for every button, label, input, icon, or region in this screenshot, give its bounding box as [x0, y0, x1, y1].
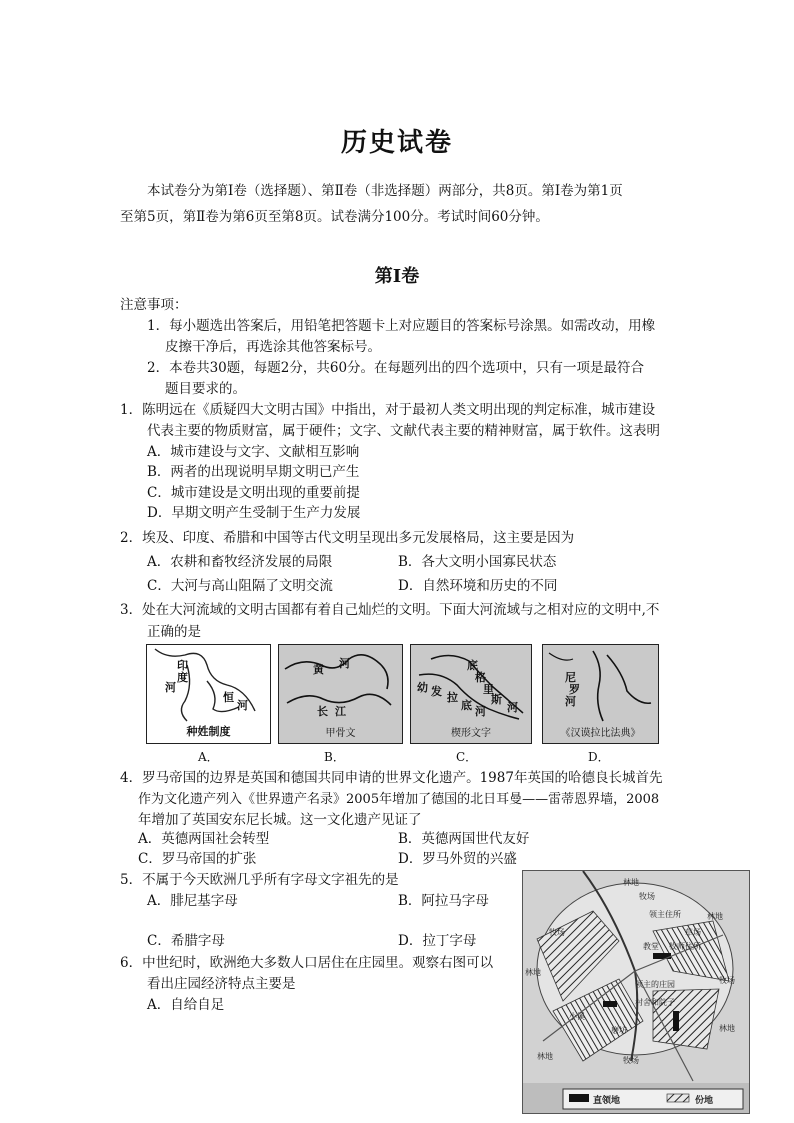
q2-stem: 2．埃及、印度、希腊和中国等古代文明呈现出多元发展格局，这主要是因为 [120, 530, 575, 546]
q3-map-a[interactable] [146, 644, 271, 744]
map-a-caption: 种姓制度 [186, 725, 231, 738]
note-1b: 皮擦干净后，再选涂其他答案标号。 [165, 339, 381, 355]
q3-map-d[interactable] [542, 644, 659, 744]
map-c-label: 发 [431, 685, 442, 698]
q4-option-d[interactable]: D．罗马外贸的兴盛 [398, 851, 517, 867]
map-c-label: 幼 [417, 681, 428, 694]
manor-label-lord-house: 领主住所 [649, 910, 681, 919]
q3-option-c[interactable]: C． [456, 750, 478, 764]
map-b-label: 江 [335, 705, 346, 718]
map-d-label: 罗 [569, 683, 580, 696]
map-b-label: 河 [339, 657, 350, 670]
intro-line-2: 至第5页，第Ⅱ卷为第6页至第8页。试卷满分100分。考试时间60分钟。 [120, 209, 549, 225]
manor-label-stream: 小溪 [569, 1012, 585, 1021]
q4-option-b[interactable]: B．英德两国世代友好 [398, 831, 530, 847]
map-c-label: 河 [507, 701, 518, 714]
q1-stem-2: 代表主要的物质财富，属于硬件；文字、文献代表主要的精神财富，属于软件。这表明 [147, 423, 660, 439]
map-c-label: 格 [475, 671, 486, 684]
map-c-label: 底 [461, 699, 472, 712]
map-c-label: 里 [483, 683, 494, 696]
q5-option-d[interactable]: D．拉丁字母 [398, 933, 477, 949]
q2-option-b[interactable]: B．各大文明小国寡民状态 [398, 554, 557, 570]
page-title: 历史试卷 [340, 128, 453, 158]
q3-option-d[interactable]: D． [588, 750, 610, 764]
manor-label-forest: 林地 [537, 1052, 553, 1061]
manor-label-pasture: 牧场 [639, 892, 655, 901]
intro-line-1: 本试卷分为第Ⅰ卷（选择题）、第Ⅱ卷（非选择题）两部分，共8页。第Ⅰ卷为第1页 [147, 183, 623, 199]
note-2a: 2．本卷共30题，每题2分，共60分。在每题列出的四个选项中，只有一项是最符合 [147, 360, 645, 376]
q3-stem-1: 3．处在大河流域的文明古国都有着自己灿烂的文明。下面大河流域与之相对应的文明中,不 [120, 602, 660, 618]
q3-stem-2: 正确的是 [147, 624, 201, 640]
manor-label-forest: 林地 [707, 912, 723, 921]
q6-option-a[interactable]: A．自给自足 [147, 997, 225, 1013]
q6-stem-2: 看出庄园经济特点主要是 [147, 976, 296, 992]
q5-option-a[interactable]: A．腓尼基字母 [147, 893, 238, 909]
manor-label-mill: 磨坊 [611, 1026, 627, 1035]
map-c-label: 斯 [491, 693, 502, 706]
manor-label-forest: 林地 [525, 968, 541, 977]
map-c-caption: 楔形文字 [451, 728, 491, 739]
manor-label-village: 村舍和院子 [635, 998, 675, 1007]
map-a-label: 恒 [223, 691, 234, 704]
map-d-label: 尼 [565, 671, 576, 684]
q2-option-d[interactable]: D．自然环境和历史的不同 [398, 578, 558, 594]
q6-stem-1: 6．中世纪时，欧洲绝大多数人口居住在庄园里。观察右图可以 [120, 955, 494, 971]
manor-label-church: 教堂 [643, 942, 659, 951]
map-b-label: 长 [317, 705, 328, 718]
map-c-label: 底 [467, 659, 478, 672]
map-a-label: 度 [177, 671, 188, 684]
map-d-caption: 《汉谟拉比法典》 [560, 728, 641, 739]
q1-option-a[interactable]: A．城市建设与文字、文献相互影响 [147, 444, 360, 460]
manor-label-lord-field: 领主的庄园 [635, 980, 675, 989]
q5-option-c[interactable]: C．希腊字母 [147, 933, 225, 949]
q2-option-c[interactable]: C．大河与高山阻隔了文明交流 [147, 578, 333, 594]
note-2b: 题目要求的。 [165, 381, 246, 397]
q5-option-b[interactable]: B．阿拉马字母 [398, 893, 489, 909]
q4-stem-1: 4．罗马帝国的边界是英国和德国共同申请的世界文化遗产。1987年英国的哈德良长城首先 [120, 770, 663, 786]
q1-stem-1: 1．陈明远在《质疑四大文明古国》中指出，对于最初人类文明出现的判定标准，城市建设 [120, 402, 656, 418]
manor-label-priest: 牧师住所 [669, 942, 701, 951]
q3-option-a[interactable]: A． [198, 750, 219, 764]
q5-stem: 5．不属于今天欧洲几乎所有字母文字祖先的是 [120, 872, 399, 888]
manor-legend-demesne: 直领地 [593, 1096, 621, 1106]
manor-label-meadow: 草场 [685, 928, 701, 937]
manor-label-pasture: 牧场 [549, 928, 565, 937]
q3-map-c[interactable] [410, 644, 532, 744]
map-b-caption: 甲骨文 [325, 728, 356, 739]
map-c-label: 河 [475, 705, 486, 718]
q4-option-c[interactable]: C．罗马帝国的扩张 [138, 851, 257, 867]
section-title: 第Ⅰ卷 [374, 266, 420, 287]
q2-option-a[interactable]: A．农耕和畜牧经济发展的局限 [147, 554, 333, 570]
manor-map [522, 870, 750, 1114]
map-b-label: 黄 [313, 663, 324, 676]
manor-map-drawing [523, 871, 749, 1113]
map-a-label: 印 [177, 659, 188, 672]
manor-label-forest: 林地 [719, 1024, 735, 1033]
q1-option-c[interactable]: C．城市建设是文明出现的重要前提 [147, 485, 360, 501]
manor-label-pasture: 牧场 [719, 976, 735, 985]
q4-option-a[interactable]: A．英德两国社会转型 [138, 831, 270, 847]
manor-label-forest: 林地 [623, 878, 639, 887]
note-1a: 1．每小题选出答案后，用铅笔把答题卡上对应题目的答案标号涂黑。如需改动，用橡 [147, 318, 656, 334]
map-a-label: 河 [165, 681, 176, 694]
map-a-label: 河 [237, 699, 248, 712]
q4-stem-3: 年增加了英国安东尼长城。这一文化遗产见证了 [138, 812, 422, 828]
q3-map-b[interactable] [278, 644, 403, 744]
map-d-label: 河 [565, 695, 576, 708]
manor-label-pasture: 牧场 [623, 1056, 639, 1065]
q1-option-b[interactable]: B．两者的出现说明早期文明已产生 [147, 464, 360, 480]
notes-heading: 注意事项： [120, 297, 188, 313]
q1-option-d[interactable]: D．早期文明产生受制于生产力发展 [147, 505, 361, 521]
q4-stem-2: 作为文化遗产列入《世界遗产名录》2005年增加了德国的北日耳曼——雷蒂恩界墙，2008 [138, 792, 660, 807]
manor-legend-tenure: 份地 [695, 1096, 714, 1106]
map-c-label: 拉 [447, 691, 458, 704]
q3-option-b[interactable]: B． [324, 750, 345, 764]
